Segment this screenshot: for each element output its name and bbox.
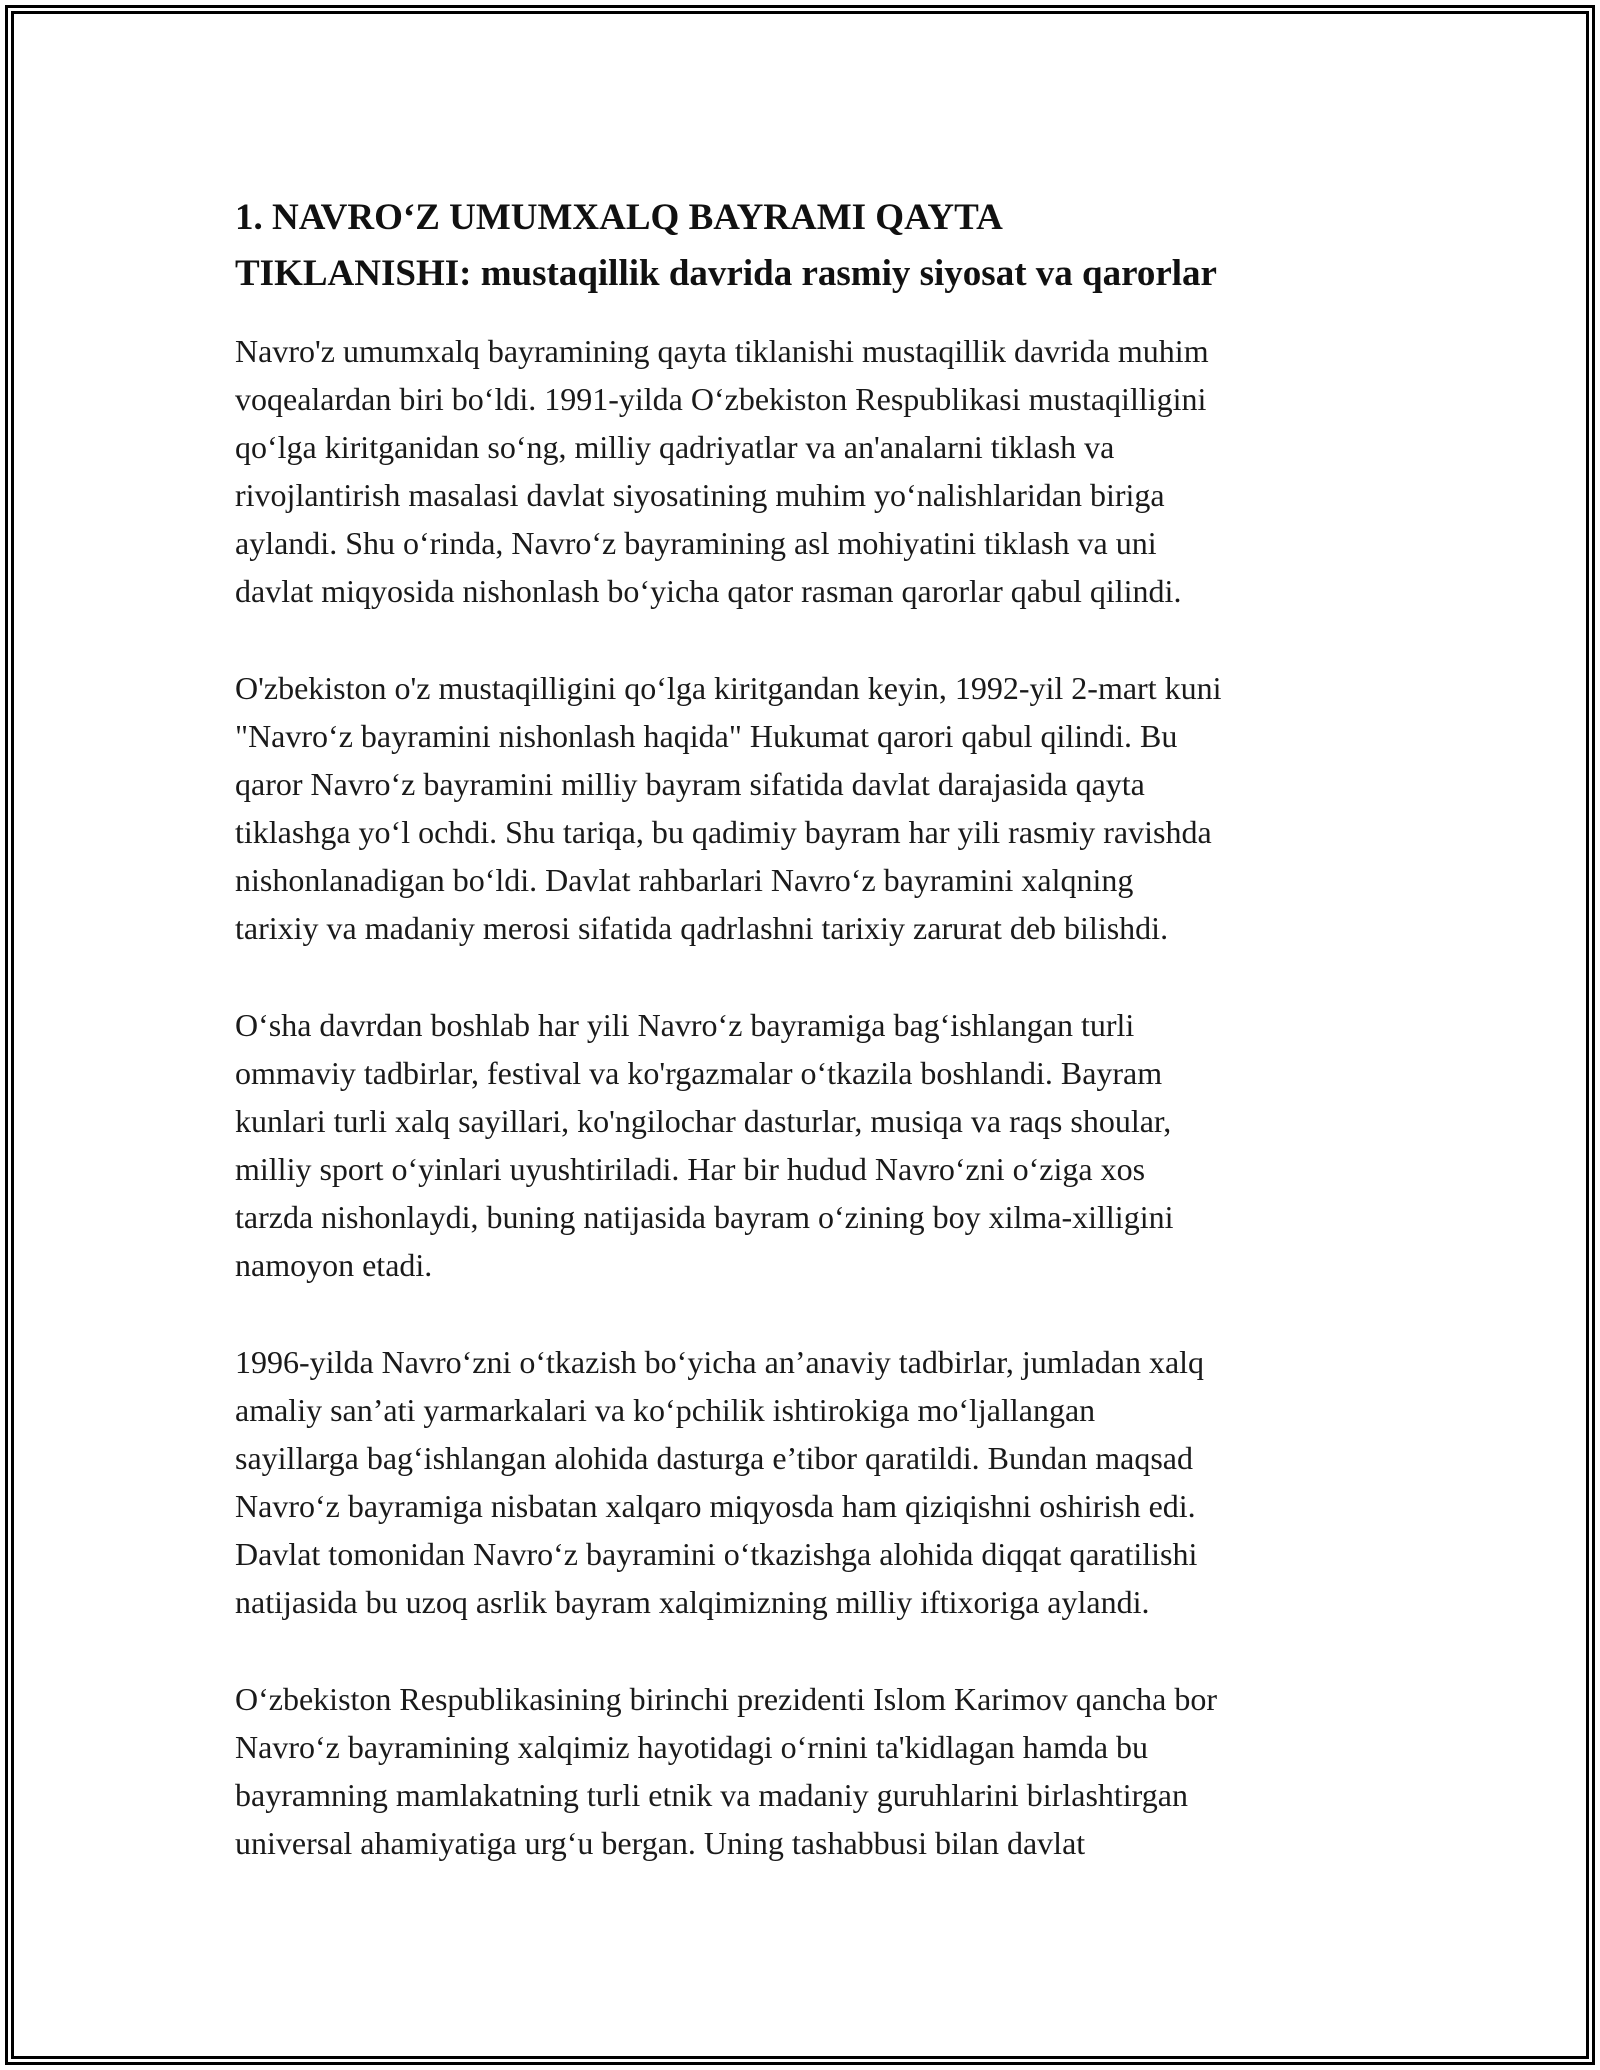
text-line: bayramning mamlakatning turli etnik va madaniy guruhlarini birlashtirgan — [235, 1777, 1188, 1813]
text-line: qaror Navro‘z bayramini milliy bayram sifatida davlat darajasida qayta — [235, 766, 1145, 802]
text-line: tiklashga yo‘l ochdi. Shu tariqa, bu qadimiy bayram har yili rasmiy ravishda — [235, 814, 1212, 850]
text-line: kunlari turli xalq sayillari, ko'ngilochar dasturlar, musiqa va raqs shoular, — [235, 1103, 1172, 1139]
text-line: rivojlantirish masalasi davlat siyosatining muhim yo‘nalishlaridan biriga — [235, 477, 1165, 513]
text-line: Navro‘z bayramiga nisbatan xalqaro miqyosda ham qiziqishni oshirish edi. — [235, 1488, 1196, 1524]
text-line: qo‘lga kiritganidan so‘ng, milliy qadriyatlar va an'analarni tiklash va — [235, 429, 1115, 465]
text-line: tarzda nishonlaydi, buning natijasida bayram o‘zining boy xilma-xilligini — [235, 1199, 1174, 1235]
text-line: namoyon etadi. — [235, 1247, 433, 1283]
text-line: milliy sport o‘yinlari uyushtiriladi. Har bir hudud Navro‘zni o‘ziga xos — [235, 1151, 1146, 1187]
text-line: nishonlanadigan bo‘ldi. Davlat rahbarlari Navro‘z bayramini xalqning — [235, 862, 1134, 898]
text-line: ommaviy tadbirlar, festival va ko'rgazmalar o‘tkazila boshlandi. Bayram — [235, 1055, 1163, 1091]
section-heading — [235, 190, 1375, 302]
text-line: O‘zbekiston Respublikasining birinchi prezidenti Islom Karimov qancha bor — [235, 1681, 1217, 1717]
paragraph — [235, 1001, 1375, 1289]
text-line: O'zbekiston o'z mustaqilligini qo‘lga kiritgandan keyin, 1992-yil 2-mart kuni — [235, 670, 1222, 706]
text-line: Davlat tomonidan Navro‘z bayramini o‘tkazishga alohida diqqat qaratilishi — [235, 1536, 1198, 1572]
text-line: universal ahamiyatiga urg‘u bergan. Uning tashabbusi bilan davlat — [235, 1825, 1086, 1861]
paragraph — [235, 1675, 1375, 1867]
text-line: "Navro‘z bayramini nishonlash haqida" Hukumat qarori qabul qilindi. Bu — [235, 718, 1178, 754]
text-line: Navro'z umumxalq bayramining qayta tiklanishi mustaqillik davrida muhim — [235, 333, 1209, 369]
text-line: voqealardan biri bo‘ldi. 1991-yilda O‘zbekiston Respublikasi mustaqilligini — [235, 381, 1207, 417]
text-line: Navro‘z bayramining xalqimiz hayotidagi o‘rnini ta'kidlagan hamda bu — [235, 1729, 1149, 1765]
heading-line: 1. NAVRO‘Z UMUMXALQ BAYRAMI QAYTA — [235, 197, 1003, 238]
text-line: natijasida bu uzoq asrlik bayram xalqimizning milliy iftixoriga aylandi. — [235, 1584, 1150, 1620]
text-line: aylandi. Shu o‘rinda, Navro‘z bayramining asl mohiyatini tiklash va uni — [235, 525, 1157, 561]
paragraph — [235, 664, 1375, 952]
document-body — [235, 190, 1375, 1916]
text-line: sayillarga bag‘ishlangan alohida dasturga e’tibor qaratildi. Bundan maqsad — [235, 1440, 1193, 1476]
paragraph — [235, 1338, 1375, 1626]
text-line: amaliy san’ati yarmarkalari va ko‘pchilik ishtirokiga mo‘ljallangan — [235, 1392, 1096, 1428]
paragraph — [235, 327, 1375, 615]
text-line: 1996-yilda Navro‘zni o‘tkazish bo‘yicha an’anaviy tadbirlar, jumladan xalq — [235, 1344, 1205, 1380]
heading-line: TIKLANISHI: mustaqillik davrida rasmiy siyosat va qarorlar — [235, 253, 1217, 294]
text-line: davlat miqyosida nishonlash bo‘yicha qator rasman qarorlar qabul qilindi. — [235, 573, 1182, 609]
text-line: tarixiy va madaniy merosi sifatida qadrlashni tarixiy zarurat deb bilishdi. — [235, 910, 1169, 946]
text-line: O‘sha davrdan boshlab har yili Navro‘z bayramiga bag‘ishlangan turli — [235, 1007, 1135, 1043]
